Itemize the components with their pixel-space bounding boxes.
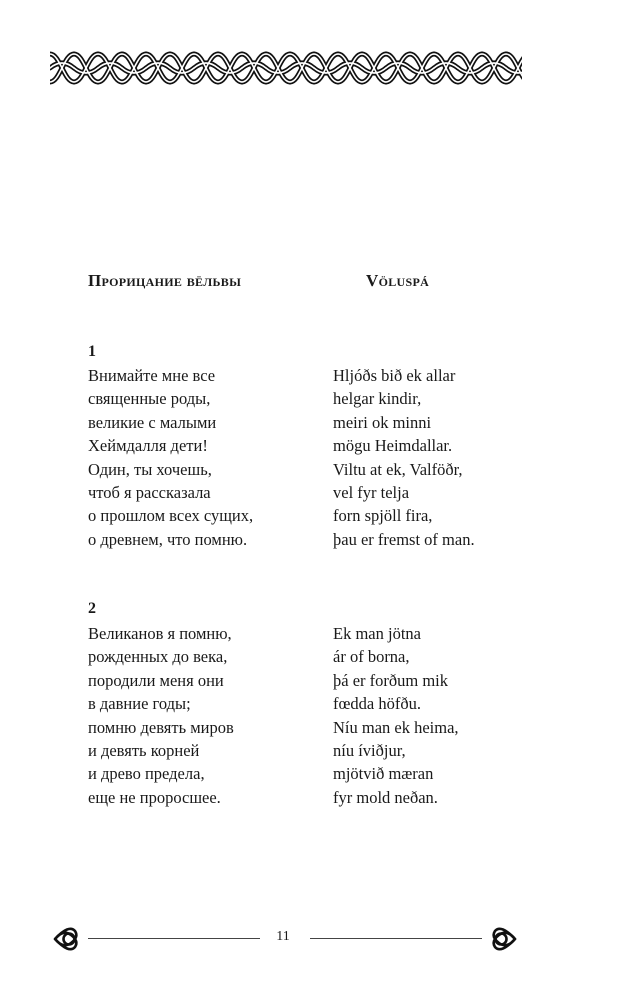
verse-line: породили меня они	[88, 670, 224, 690]
verse-line: о прошлом всех сущих,	[88, 506, 254, 526]
verse-line: еще не проросшее.	[88, 787, 221, 807]
triquetra-icon	[52, 922, 86, 956]
verse-line: в давние годы;	[88, 694, 191, 714]
stanza-number: 2	[88, 600, 96, 617]
verse-line: Один, ты хочешь,	[88, 459, 212, 479]
verse-line: священные роды,	[88, 389, 211, 409]
verse-line: helgar kindir,	[333, 389, 422, 409]
verse-line: níu íviðjur,	[333, 741, 406, 761]
verse-line: и древо предела,	[88, 764, 205, 784]
verse-line: Великанов я помню,	[88, 624, 232, 643]
stanza-russian	[88, 622, 234, 809]
verse-line: великие с малыми	[88, 412, 217, 432]
verse-line: mögu Heimdallar.	[333, 436, 453, 456]
verse-line: рожденных до века,	[88, 647, 228, 667]
verse-line: Viltu at ek, Valföðr,	[333, 459, 463, 479]
verse-line: Níu man ek heima,	[333, 717, 459, 737]
verse-line: þau er fremst of man.	[333, 529, 475, 549]
verse-line: fœdda höfðu.	[333, 694, 421, 714]
verse-line: ár of borna,	[333, 647, 410, 667]
stanza-number: 1	[88, 343, 96, 360]
verse-line: vel fyr telja	[333, 483, 410, 503]
russian-title: Прорицание вёльвы	[88, 271, 242, 290]
footer-rule-left	[88, 938, 260, 939]
verse-line: чтоб я рассказала	[88, 483, 211, 503]
page-number: 11	[276, 929, 290, 944]
verse-line: о древнем, что помню.	[88, 529, 248, 549]
triquetra-icon	[484, 922, 518, 956]
verse-line: Ek man jötna	[333, 624, 421, 643]
stanza-old-norse	[333, 622, 459, 809]
verse-line: meiri ok minni	[333, 412, 432, 432]
verse-line: и девять корней	[88, 741, 200, 761]
verse-line: fyr mold neðan.	[333, 787, 438, 807]
old-norse-title: Völuspá	[366, 271, 430, 290]
stanza-old-norse	[333, 364, 475, 551]
verse-line: Hljóðs bið ek allar	[333, 366, 456, 385]
stanza-russian	[88, 364, 253, 551]
verse-line: Внимайте мне все	[88, 366, 216, 385]
verse-line: Хеймдалля дети!	[88, 436, 208, 456]
verse-line: помню девять миров	[88, 717, 234, 737]
footer-rule-right	[310, 938, 482, 939]
verse-line: forn spjöll fira,	[333, 506, 433, 526]
celtic-braid-icon	[50, 50, 522, 86]
verse-line: mjötvið mæran	[333, 764, 434, 784]
verse-line: þá er forðum mik	[333, 670, 449, 690]
